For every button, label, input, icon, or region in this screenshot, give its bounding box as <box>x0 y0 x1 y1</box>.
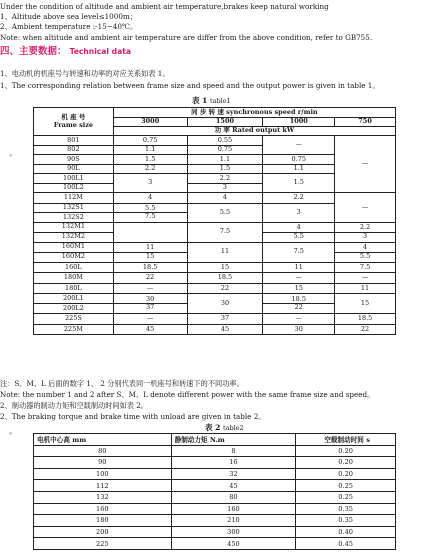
table-cell: 0.25 <box>296 480 396 492</box>
table-cell: 30 <box>263 324 335 335</box>
frame-cell: 225M <box>34 324 114 335</box>
table-cell: 18.5 <box>187 273 263 284</box>
table-cell: 7.5 <box>335 262 396 273</box>
intro-line-4: Note: when altitude and ambient air temperature are differ from the above condition, refer to GB755. <box>0 33 373 42</box>
frame-size-header-en: Frame size <box>53 120 94 129</box>
table-cell <box>113 222 187 242</box>
table-cell: 225 <box>34 538 172 550</box>
table2 <box>33 433 396 550</box>
table-row <box>34 538 396 550</box>
table-cell: 4 <box>113 193 187 204</box>
speed-header: 同 步 转 速 synchronous speed r/min <box>113 108 395 118</box>
table-cell: 22 <box>335 324 396 335</box>
frame-size-header-cn: 机 座 号 <box>61 113 86 122</box>
table-cell: 22 <box>294 303 303 311</box>
table-cell: 7.5 <box>263 242 335 262</box>
frame-cell: 132M1 <box>34 222 114 232</box>
para1-en: 1、The corresponding relation between frame size and speed and the output power is given in table 1。 <box>0 81 380 90</box>
table-cell: — <box>263 314 335 325</box>
table-cell: 5.5 <box>359 251 371 260</box>
table-cell: 15 <box>263 283 335 294</box>
section-number: 四、 <box>0 46 20 57</box>
frame-cell: 90S <box>34 155 114 165</box>
table-cell: 0.45 <box>296 538 396 550</box>
table-cell: 112 <box>34 480 172 492</box>
table-row <box>34 526 396 538</box>
table-cell <box>263 294 335 314</box>
table-cell <box>187 174 263 193</box>
table1-caption <box>192 95 231 106</box>
frame-cell: 180M <box>34 273 114 284</box>
table-cell: 3 <box>263 203 335 222</box>
table2-caption-cn: 表 2 <box>205 423 221 432</box>
table-cell: 22 <box>113 273 187 284</box>
table2-header-center-height: 电机中心高 mm <box>34 434 172 446</box>
frame-cell: 200L2 <box>34 304 114 314</box>
decorative-dot: • <box>8 152 14 162</box>
table-cell <box>335 222 396 242</box>
table-row <box>34 491 396 503</box>
decorative-dot: • <box>8 430 14 440</box>
table-cell: 80 <box>171 491 296 503</box>
table-cell: 45 <box>171 480 296 492</box>
note-cn-1: 注：S、M、L 后面的数字 1、 2 分别代表同一机座号和转速下的不同功率。 <box>0 379 244 388</box>
intro-line-1: Under the condition of altitude and ambient air temperature,brakes keep natural working <box>0 2 329 11</box>
table-cell: — <box>263 136 335 155</box>
table2-caption-en: table2 <box>222 424 244 432</box>
note-en-1: Note: the number 1 and 2 after S、M、L denote different power with the same frame size and speed。 <box>0 390 375 399</box>
table-cell: 11 <box>114 244 187 252</box>
speed-3000: 3000 <box>113 118 187 127</box>
table-cell: 0.75 <box>187 145 263 155</box>
frame-cell: 132S1 <box>34 203 114 213</box>
table-cell: 2.2 <box>263 193 335 204</box>
table-cell: 3 <box>363 231 368 240</box>
table-cell: 0.20 <box>296 468 396 480</box>
table-cell: 0.55 <box>187 136 263 146</box>
table-cell: 180 <box>34 515 172 527</box>
table-cell: 37 <box>187 314 263 325</box>
frame-cell: 112M <box>34 193 114 204</box>
intro-line-2: 1、Altitude above sea level≤1000m； <box>0 12 137 21</box>
table-cell: — <box>263 273 335 284</box>
table-cell: 30 <box>114 296 187 304</box>
frame-cell: 225S <box>34 314 114 325</box>
note-en-2: 2、The braking torque and brake time with unload are given in table 2。 <box>0 412 266 421</box>
frame-cell: 200L1 <box>34 294 114 304</box>
table-cell: — <box>335 193 396 223</box>
table-cell: 3 <box>222 182 228 191</box>
table-cell: 15 <box>335 294 396 314</box>
table-cell: 4 <box>263 224 334 232</box>
table-cell: 4 <box>335 244 395 252</box>
table-cell <box>335 242 396 262</box>
table-cell: 0.35 <box>296 515 396 527</box>
table-cell: 18.5 <box>263 296 334 304</box>
table-cell: 22 <box>187 283 263 294</box>
frame-cell: 90L <box>34 164 114 174</box>
table1 <box>33 107 396 335</box>
table-cell: 7.5 <box>187 222 263 242</box>
speed-750: 750 <box>335 118 396 127</box>
table1-caption-cn: 表 1 <box>192 96 208 105</box>
table-cell: 132 <box>34 491 172 503</box>
speed-1500: 1500 <box>187 118 263 127</box>
frame-cell: 801 <box>34 136 114 146</box>
table-cell <box>263 222 335 242</box>
table-cell: 0.20 <box>296 457 396 469</box>
table-cell: 11 <box>263 262 335 273</box>
table-cell: 5.5 <box>187 203 263 222</box>
table2-header-brake-time: 空载制动时间 s <box>296 434 396 446</box>
table-cell: — <box>113 314 187 325</box>
note-cn-2: 2、制动器的制动力矩和空载制动时间如表 2。 <box>0 401 148 410</box>
frame-cell: 802 <box>34 145 114 155</box>
table-row <box>34 445 396 457</box>
table-row <box>34 480 396 492</box>
table-cell: 0.40 <box>296 526 396 538</box>
table-cell: 30 <box>187 294 263 314</box>
table-cell <box>113 203 187 222</box>
table-cell: 0.75 <box>263 155 335 165</box>
table-cell: 100 <box>34 468 172 480</box>
section-title-cn: 主要数据： <box>19 46 67 57</box>
table-cell: 90 <box>34 457 172 469</box>
frame-size-header <box>34 108 114 136</box>
table-cell: 5.5 <box>293 231 304 240</box>
table-cell: 4 <box>187 193 263 204</box>
table-cell: 15 <box>146 251 155 260</box>
table-cell: 16 <box>171 457 296 469</box>
table-cell: — <box>113 283 187 294</box>
frame-cell: 132M2 <box>34 232 114 242</box>
frame-cell: 180L <box>34 283 114 294</box>
table2-caption <box>205 422 244 433</box>
table-cell: 160 <box>171 503 296 515</box>
table-cell: 1.1 <box>187 155 263 165</box>
section-title-en: Technical data <box>69 47 131 56</box>
table-cell <box>113 242 187 262</box>
table-cell: 1.5 <box>113 155 187 165</box>
table-cell: 45 <box>113 324 187 335</box>
frame-cell: 160M1 <box>34 242 114 252</box>
table-cell: 18.5 <box>335 314 396 325</box>
table-cell: — <box>335 273 396 284</box>
table-cell: 15 <box>187 262 263 273</box>
table-cell: 80 <box>34 445 172 457</box>
table-cell: 11 <box>335 283 396 294</box>
table-cell: 11 <box>187 242 263 262</box>
table-row <box>34 503 396 515</box>
table-cell: 160 <box>34 503 172 515</box>
frame-cell: 160M2 <box>34 252 114 262</box>
section-heading <box>0 46 131 58</box>
table-cell: 0.25 <box>296 491 396 503</box>
table-cell: 3 <box>113 174 187 193</box>
table-cell: 1.1 <box>113 145 187 155</box>
table-cell: 1.5 <box>263 174 335 193</box>
table-cell: 2.2 <box>188 175 263 183</box>
intro-line-3: 2、Ambient temperature :-15~40℃。 <box>0 22 138 31</box>
table-cell: 300 <box>171 526 296 538</box>
para1-cn: 1、电动机的机座号与转速和功率的对应关系如表 1。 <box>0 69 170 78</box>
table-cell: 37 <box>146 303 155 311</box>
table-cell: 1.1 <box>263 164 335 174</box>
power-header: 功 率 Rated output kW <box>113 127 395 136</box>
table-cell: 45 <box>187 324 263 335</box>
table-cell: 0.35 <box>296 503 396 515</box>
table-cell: 18.5 <box>113 262 187 273</box>
table2-header-torque: 静制动力矩 N.m <box>171 434 296 446</box>
table-cell: 1.5 <box>187 164 263 174</box>
table-cell: 450 <box>171 538 296 550</box>
frame-cell: 100L1 <box>34 174 114 184</box>
table-cell: 32 <box>171 468 296 480</box>
frame-cell: 132S2 <box>34 213 114 223</box>
frame-cell: 100L2 <box>34 183 114 193</box>
table1-caption-en: table1 <box>209 97 231 105</box>
frame-cell: 160L <box>34 262 114 273</box>
table-cell: 2.2 <box>113 164 187 174</box>
table-cell: 5.5 <box>114 205 187 213</box>
table-cell: 200 <box>34 526 172 538</box>
table-cell: 8 <box>171 445 296 457</box>
table-row <box>34 468 396 480</box>
table-cell: — <box>335 136 396 193</box>
table-cell: 210 <box>171 515 296 527</box>
table-row <box>34 515 396 527</box>
table-cell <box>113 294 187 314</box>
table-row <box>34 457 396 469</box>
table-cell: 2.2 <box>335 224 395 232</box>
table-cell: 7.5 <box>145 212 156 220</box>
speed-1000: 1000 <box>263 118 335 127</box>
table-cell: 0.75 <box>113 136 187 146</box>
table-cell: 0.20 <box>296 445 396 457</box>
